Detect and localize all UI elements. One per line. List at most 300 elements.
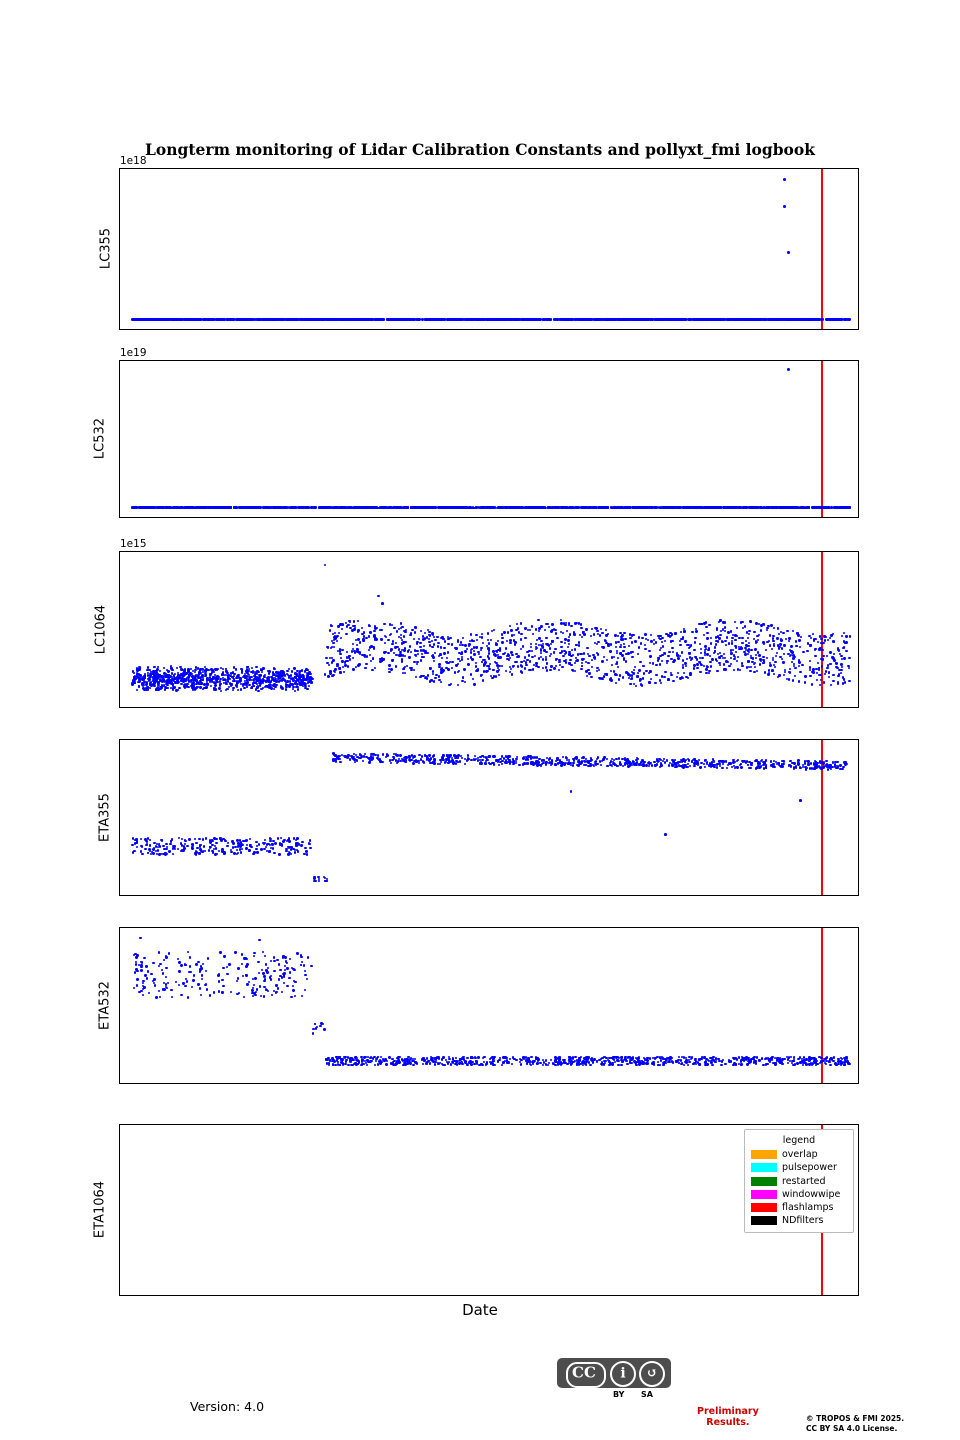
data-point <box>210 673 212 675</box>
data-point <box>288 685 290 687</box>
data-point <box>783 653 785 655</box>
data-point <box>801 318 803 320</box>
data-point <box>601 632 603 634</box>
data-point <box>660 506 662 508</box>
data-point <box>545 666 547 668</box>
data-point <box>564 642 566 644</box>
data-point <box>349 621 351 623</box>
data-point <box>624 506 626 508</box>
data-point <box>447 651 449 653</box>
data-point <box>447 318 449 320</box>
data-point <box>146 669 148 671</box>
data-point <box>746 666 748 668</box>
data-point <box>500 318 502 320</box>
data-point <box>262 667 264 669</box>
data-point <box>166 506 168 508</box>
data-point <box>564 638 566 640</box>
data-point <box>359 506 361 508</box>
data-point <box>723 507 725 509</box>
data-point <box>785 638 787 640</box>
data-point <box>694 641 696 643</box>
data-point <box>726 318 728 320</box>
data-point <box>175 689 177 691</box>
data-point <box>609 678 611 680</box>
data-point <box>318 506 320 508</box>
lc355-plot-area <box>120 169 858 329</box>
data-point <box>574 662 576 664</box>
data-point <box>239 680 241 682</box>
data-point <box>827 506 829 508</box>
data-point <box>361 627 363 629</box>
data-point <box>286 670 288 672</box>
data-point <box>222 679 224 681</box>
data-point <box>461 658 463 660</box>
data-point <box>730 630 732 632</box>
data-point <box>534 655 536 657</box>
data-point <box>593 318 595 320</box>
figure-title: Longterm monitoring of Lidar Calibration Constants and pollyxt_fmi logbook <box>145 140 815 159</box>
data-point <box>817 318 819 320</box>
data-point <box>794 675 796 677</box>
data-point <box>336 640 338 642</box>
data-point <box>700 623 702 625</box>
data-point <box>720 506 722 508</box>
data-point <box>454 671 456 673</box>
data-point <box>661 637 663 639</box>
data-point <box>256 318 258 320</box>
event-line-flashlamps <box>821 169 823 329</box>
data-point <box>387 652 389 654</box>
data-point <box>327 675 329 677</box>
data-point <box>389 634 391 636</box>
data-point <box>431 506 433 508</box>
data-point <box>262 687 264 689</box>
data-point <box>214 506 216 508</box>
data-point <box>357 631 359 633</box>
data-point <box>766 657 768 659</box>
data-point <box>481 674 483 676</box>
data-point <box>830 507 832 509</box>
data-point <box>629 637 631 639</box>
data-point <box>737 656 739 658</box>
data-point <box>599 634 601 636</box>
data-point <box>420 659 422 661</box>
data-point <box>705 621 707 623</box>
data-point <box>763 506 765 508</box>
data-point <box>225 668 227 670</box>
data-point <box>727 506 729 508</box>
data-point <box>432 673 434 675</box>
data-point <box>391 643 393 645</box>
data-point <box>774 666 776 668</box>
data-point <box>220 318 222 320</box>
data-point <box>201 674 203 676</box>
data-point <box>747 653 749 655</box>
data-point <box>689 674 691 676</box>
data-point <box>451 667 453 669</box>
data-point <box>479 656 481 658</box>
data-point <box>648 650 650 652</box>
data-point <box>762 656 764 658</box>
data-point <box>659 663 661 665</box>
data-point <box>780 639 782 641</box>
data-point <box>203 318 205 320</box>
data-point <box>724 640 726 642</box>
data-point <box>205 506 207 508</box>
data-point <box>215 318 217 320</box>
data-point <box>383 623 385 625</box>
data-point <box>280 686 282 688</box>
data-point <box>184 506 186 508</box>
data-point <box>157 666 159 668</box>
data-point <box>694 637 696 639</box>
data-point <box>615 646 617 648</box>
data-point <box>553 318 555 320</box>
data-point <box>266 677 268 679</box>
data-point <box>429 634 431 636</box>
data-point <box>291 678 293 680</box>
data-point <box>848 657 850 659</box>
data-point <box>722 621 724 623</box>
data-point <box>262 506 264 508</box>
data-point <box>670 674 672 676</box>
data-point <box>551 623 553 625</box>
data-point <box>588 655 590 657</box>
data-point <box>736 627 738 629</box>
data-point <box>550 630 552 632</box>
data-point <box>505 506 507 508</box>
data-point <box>794 656 796 658</box>
data-point <box>526 506 528 508</box>
data-point <box>601 646 603 648</box>
data-point <box>451 318 453 320</box>
data-point <box>565 622 567 624</box>
data-point <box>629 683 631 685</box>
data-point <box>773 507 775 509</box>
data-point <box>772 318 774 320</box>
data-point <box>476 639 478 641</box>
data-point <box>544 629 546 631</box>
data-point <box>658 657 660 659</box>
data-point <box>431 640 433 642</box>
data-point <box>159 318 161 320</box>
data-point <box>403 630 405 632</box>
data-point <box>560 646 562 648</box>
data-point <box>710 665 712 667</box>
data-point <box>561 666 563 668</box>
data-point <box>711 658 713 660</box>
data-point <box>724 626 726 628</box>
data-point <box>604 318 606 320</box>
data-point <box>619 646 621 648</box>
data-point <box>139 674 141 676</box>
data-point <box>434 677 436 679</box>
data-point <box>538 627 540 629</box>
data-point <box>257 690 259 692</box>
data-point <box>619 674 621 676</box>
data-point <box>352 668 354 670</box>
data-point <box>538 318 540 320</box>
data-point <box>588 318 590 320</box>
data-point <box>180 318 182 320</box>
data-point <box>364 318 366 320</box>
data-point <box>540 652 542 654</box>
data-point <box>679 644 681 646</box>
data-point <box>403 318 405 320</box>
data-point <box>325 657 327 659</box>
data-point <box>232 318 234 320</box>
data-point <box>473 653 475 655</box>
data-point <box>517 627 519 629</box>
data-point <box>567 639 569 641</box>
data-point <box>324 506 326 508</box>
data-point <box>849 635 851 637</box>
data-point <box>520 622 522 624</box>
data-point <box>336 506 338 508</box>
data-point <box>210 685 212 687</box>
data-point <box>769 644 771 646</box>
data-point <box>783 674 785 676</box>
data-point <box>410 506 412 508</box>
data-point <box>161 686 163 688</box>
data-point <box>179 506 181 508</box>
data-point <box>617 635 619 637</box>
data-point <box>291 683 293 685</box>
data-point <box>513 634 515 636</box>
data-point <box>666 318 668 320</box>
data-point <box>784 318 786 320</box>
data-point <box>691 631 693 633</box>
data-point <box>724 657 726 659</box>
data-point <box>542 643 544 645</box>
data-point <box>502 653 504 655</box>
data-point <box>509 657 511 659</box>
data-point <box>205 668 207 670</box>
data-point <box>167 670 169 672</box>
data-point <box>580 627 582 629</box>
data-point <box>364 667 366 669</box>
data-point <box>356 644 358 646</box>
data-point <box>166 681 168 683</box>
data-point <box>178 687 180 689</box>
data-point <box>345 633 347 635</box>
data-point <box>473 646 475 648</box>
data-point <box>439 507 441 509</box>
data-point <box>562 655 564 657</box>
data-point <box>215 688 217 690</box>
data-point <box>679 640 681 642</box>
data-point <box>236 318 238 320</box>
data-point <box>207 669 209 671</box>
data-point <box>440 646 442 648</box>
data-point <box>568 643 570 645</box>
data-point <box>160 680 162 682</box>
data-point <box>799 646 801 648</box>
data-point <box>183 685 185 687</box>
data-point <box>147 686 149 688</box>
data-point <box>524 506 526 508</box>
data-point <box>443 318 445 320</box>
data-point <box>136 689 138 691</box>
data-point <box>328 664 330 666</box>
data-point <box>401 658 403 660</box>
lc532-offset-text: 1e19 <box>120 347 147 359</box>
data-point <box>671 640 673 642</box>
data-point <box>525 318 527 320</box>
data-point <box>163 667 165 669</box>
data-point <box>731 642 733 644</box>
data-point <box>313 506 315 508</box>
data-point <box>841 666 843 668</box>
data-point <box>530 643 532 645</box>
data-point <box>817 641 819 643</box>
data-point <box>278 673 280 675</box>
data-point <box>440 654 442 656</box>
data-point <box>250 676 252 678</box>
data-point <box>664 640 666 642</box>
data-point <box>634 640 636 642</box>
data-point <box>348 318 350 320</box>
data-point <box>507 631 509 633</box>
data-point <box>709 661 711 663</box>
data-point <box>559 318 561 320</box>
data-point <box>623 318 625 320</box>
data-point <box>672 680 674 682</box>
data-point <box>268 670 270 672</box>
data-point <box>623 646 625 648</box>
data-point <box>650 678 652 680</box>
data-point <box>652 662 654 664</box>
data-point <box>612 318 614 320</box>
data-point <box>535 643 537 645</box>
data-point <box>750 649 752 651</box>
data-point <box>779 643 781 645</box>
data-point <box>475 662 477 664</box>
data-point <box>520 661 522 663</box>
data-point <box>199 318 201 320</box>
data-point <box>528 669 530 671</box>
data-point <box>714 646 716 648</box>
data-point <box>357 638 359 640</box>
data-point <box>204 687 206 689</box>
data-point <box>138 685 140 687</box>
data-point <box>744 653 746 655</box>
data-point <box>488 665 490 667</box>
data-point <box>240 668 242 670</box>
data-point <box>199 682 201 684</box>
data-point <box>709 655 711 657</box>
data-point <box>473 683 475 685</box>
data-point <box>332 507 334 509</box>
data-point <box>339 672 341 674</box>
data-point <box>829 651 831 653</box>
data-point <box>488 506 490 508</box>
data-point <box>340 657 342 659</box>
data-point <box>710 318 712 320</box>
data-point <box>537 666 539 668</box>
data-point <box>149 674 151 676</box>
data-point <box>291 318 293 320</box>
data-point <box>609 650 611 652</box>
data-point <box>397 506 399 508</box>
data-point <box>393 627 395 629</box>
data-point <box>415 627 417 629</box>
data-point <box>639 679 641 681</box>
data-point <box>329 657 331 659</box>
data-point <box>231 672 233 674</box>
data-point <box>631 506 633 508</box>
data-point <box>273 318 275 320</box>
data-point <box>620 644 622 646</box>
data-point <box>832 674 834 676</box>
data-point <box>669 318 671 320</box>
data-point <box>783 205 786 208</box>
data-point <box>461 644 463 646</box>
data-point <box>783 644 785 646</box>
data-point <box>792 679 794 681</box>
data-point <box>719 652 721 654</box>
data-point <box>648 681 650 683</box>
data-point <box>148 679 150 681</box>
data-point <box>510 629 512 631</box>
data-point <box>605 634 607 636</box>
data-point <box>514 661 516 663</box>
data-point <box>772 640 774 642</box>
data-point <box>493 629 495 631</box>
data-point <box>440 671 442 673</box>
data-point <box>295 681 297 683</box>
data-point <box>816 679 818 681</box>
data-point <box>591 666 593 668</box>
data-point <box>226 672 228 674</box>
data-point <box>189 506 191 508</box>
data-point <box>826 667 828 669</box>
data-point <box>674 632 676 634</box>
data-point <box>139 667 141 669</box>
data-point <box>580 623 582 625</box>
lc1064-plot-area <box>120 552 858 707</box>
data-point <box>688 652 690 654</box>
data-point <box>465 318 467 320</box>
data-point <box>624 638 626 640</box>
data-point <box>591 506 593 508</box>
data-point <box>135 318 137 320</box>
data-point <box>660 682 662 684</box>
data-point <box>568 318 570 320</box>
data-point <box>662 645 664 647</box>
data-point <box>447 636 449 638</box>
data-point <box>686 658 688 660</box>
data-point <box>506 658 508 660</box>
data-point <box>355 506 357 508</box>
data-point <box>667 506 669 508</box>
data-point <box>460 318 462 320</box>
data-point <box>528 650 530 652</box>
data-point <box>464 644 466 646</box>
data-point <box>830 684 832 686</box>
data-point <box>218 687 220 689</box>
data-point <box>427 674 429 676</box>
data-point <box>822 655 824 657</box>
data-point <box>491 630 493 632</box>
data-point <box>573 633 575 635</box>
data-point <box>445 506 447 508</box>
data-point <box>451 506 453 508</box>
data-point <box>787 368 790 371</box>
data-point <box>373 634 375 636</box>
data-point <box>753 631 755 633</box>
data-point <box>543 649 545 651</box>
